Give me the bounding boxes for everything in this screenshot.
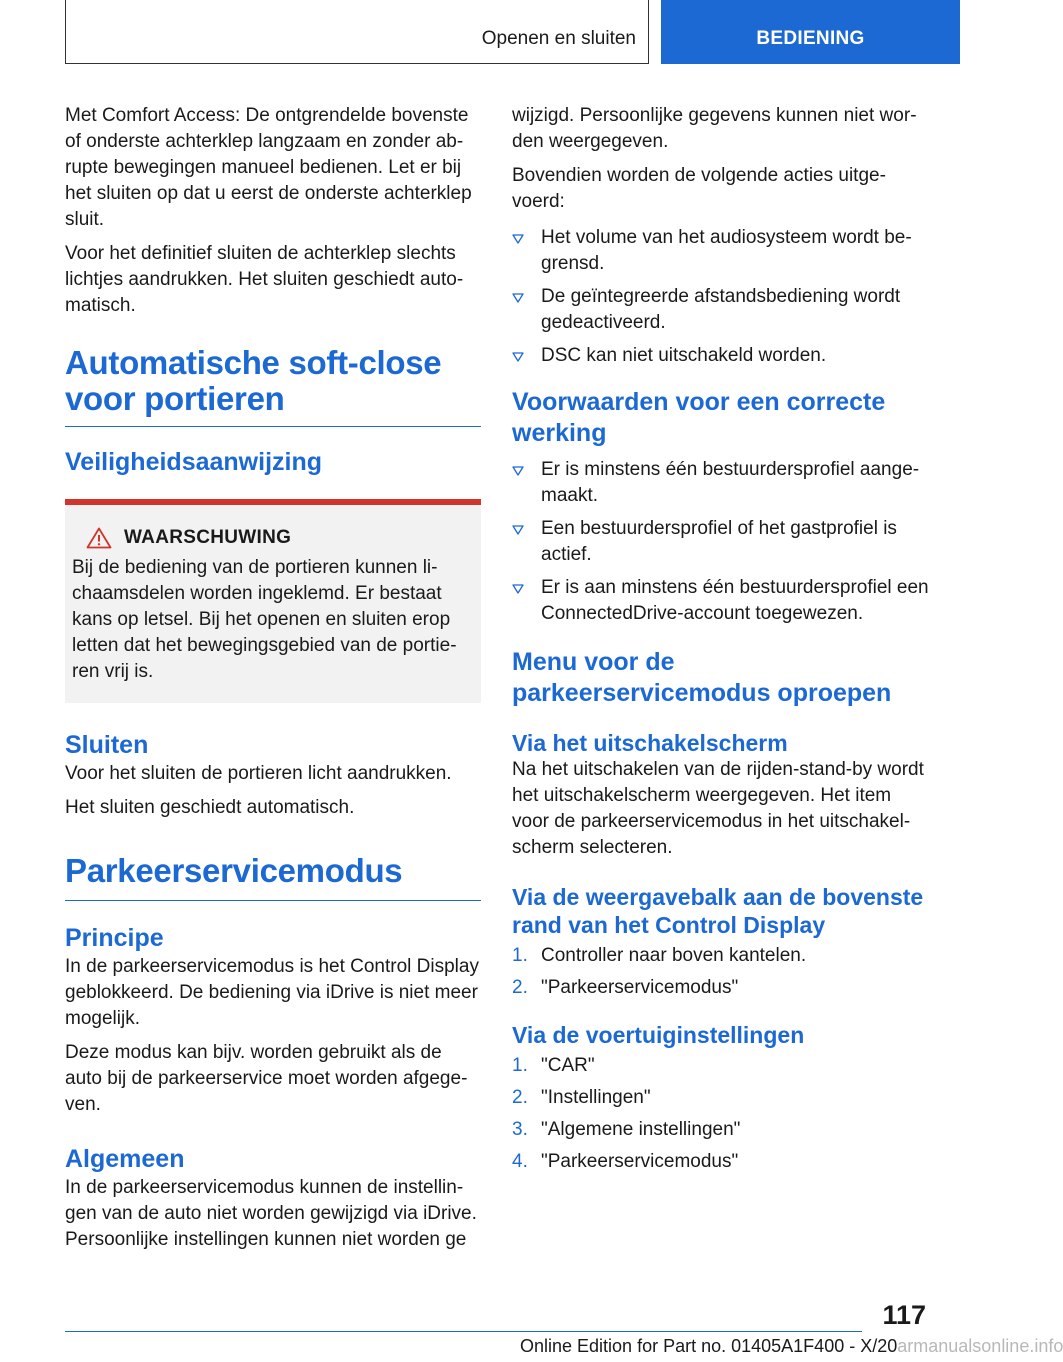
parking-mode-heading: Parkeerservicemodus — [65, 852, 403, 889]
step-text: "CAR" — [541, 1055, 595, 1076]
via-vehicle-heading: Via de voertuiginstellingen — [512, 1022, 805, 1048]
bullet-triangle-icon — [512, 343, 541, 369]
list-item — [512, 1117, 930, 1143]
step-number: 3. — [512, 1119, 528, 1140]
step-number: 2. — [512, 977, 528, 998]
close-paragraph-2: Het sluiten geschiedt automatisch. — [65, 797, 355, 818]
left-column — [65, 103, 481, 1253]
principle-paragraph-1: In de parkeerservicemodus is het Control Display geblokkeerd. De bediening via iDrive is niet meer mogelijk. — [65, 956, 479, 1029]
conditions-list — [512, 457, 930, 627]
safety-heading: Veiligheidsaanwijzing — [65, 448, 323, 476]
list-item — [512, 284, 930, 336]
watermark-text: armanualsonline.info — [897, 1336, 1063, 1356]
step-text: "Parkeerservicemodus" — [541, 1151, 739, 1172]
close-paragraph-1: Voor het sluiten de portieren licht aandrukken. — [65, 763, 452, 784]
bullet-triangle-icon — [512, 575, 541, 627]
bullet-triangle-icon — [512, 457, 541, 509]
parking-mode-heading-rule — [65, 900, 481, 901]
actions-list — [512, 225, 930, 369]
list-item — [512, 516, 930, 568]
actions-intro-paragraph: Bovendien worden de volgende acties uitgevoerd: — [512, 165, 886, 212]
conditions-heading: Voorwaarden voor een correcte werking — [512, 388, 886, 447]
page-number: 117 — [882, 1300, 926, 1330]
step-number: 1. — [512, 945, 528, 966]
warning-text: Bij de bediening van de portieren kunnen lichaamsdelen worden ingeklemd. Er bestaat kans op letsel. Bij het openen en sluiten erop letten dat het bewegingsgebied van de portieren vrij is. — [72, 557, 457, 682]
menu-heading: Menu voor de parkeerservicemodus oproepen — [512, 648, 892, 707]
edition-text: Online Edition for Part no. 01405A1F400 - X/20 — [520, 1336, 898, 1356]
general-heading: Algemeen — [65, 1145, 185, 1173]
list-item — [512, 343, 930, 369]
bullet-triangle-icon — [512, 516, 541, 568]
softclose-heading-rule — [65, 426, 481, 427]
list-item — [512, 1149, 930, 1175]
via-vehicle-steps — [512, 1053, 930, 1175]
principle-paragraph-2: Deze modus kan bijv. worden gebruikt als de auto bij de parkeerservice moet worden afgegeven. — [65, 1042, 468, 1115]
general-paragraph: In de parkeerservicemodus kunnen de instellingen van de auto niet worden gewijzigd via iDrive. Persoonlijke instellingen kunnen niet worden ge — [65, 1177, 477, 1250]
list-item — [512, 975, 930, 1001]
step-text: "Algemene instellingen" — [541, 1119, 741, 1140]
header-section-box — [65, 0, 649, 64]
list-item-text: Een bestuurdersprofiel of het gastprofiel is actief. — [541, 518, 897, 565]
step-number: 4. — [512, 1151, 528, 1172]
principle-heading: Principe — [65, 924, 164, 952]
via-bar-heading: Via de weergavebalk aan de bovenste rand van het Control Display — [512, 884, 924, 938]
warning-label: WAARSCHUWING — [124, 527, 292, 548]
bullet-triangle-icon — [512, 284, 541, 336]
step-text: "Instellingen" — [541, 1087, 651, 1108]
step-text: Controller naar boven kantelen. — [541, 945, 807, 966]
header-section-title: Openen en sluiten — [481, 28, 636, 49]
list-item — [512, 575, 930, 627]
list-item-text: Er is minstens één bestuurdersprofiel aangemaakt. — [541, 459, 920, 506]
header-chapter-tab — [661, 0, 960, 64]
list-item — [512, 1053, 930, 1079]
bullet-triangle-icon — [512, 225, 541, 277]
via-screen-heading: Via het uitschakelscherm — [512, 730, 788, 756]
via-screen-paragraph: Na het uitschakelen van de rijden-stand-by wordt het uitschakelscherm weergegeven. Het item voor de parkeerservicemodus in het uitschakelscherm selecteren. — [512, 759, 924, 858]
softclose-heading: Automatische soft-close voor portieren — [65, 344, 442, 417]
warning-triangle-icon — [86, 527, 112, 549]
via-bar-steps — [512, 943, 930, 1001]
footer-edition — [520, 1336, 1063, 1357]
step-text: "Parkeerservicemodus" — [541, 977, 739, 998]
close-heading: Sluiten — [65, 731, 149, 759]
warning-box — [65, 499, 481, 703]
step-number: 1. — [512, 1055, 528, 1076]
step-number: 2. — [512, 1087, 528, 1108]
list-item-text: Er is aan minstens één bestuurdersprofiel een ConnectedDrive-account toegewezen. — [541, 577, 929, 624]
list-item — [512, 1085, 930, 1111]
list-item-text: Het volume van het audiosysteem wordt begrensd. — [541, 227, 912, 274]
general-paragraph-continued: wijzigd. Persoonlijke gegevens kunnen niet worden weergegeven. — [512, 105, 917, 152]
tailgate-close-paragraph: Voor het definitief sluiten de achterklep slechts lichtjes aandrukken. Het sluiten geschiedt automatisch. — [65, 243, 464, 316]
list-item-text: De geïntegreerde afstandsbediening wordt gedeactiveerd. — [541, 286, 901, 333]
warning-title — [72, 527, 469, 549]
right-column — [512, 103, 930, 1181]
list-item-text: DSC kan niet uitschakeld worden. — [541, 345, 827, 366]
list-item — [512, 943, 930, 969]
footer-rule — [65, 1331, 862, 1332]
list-item — [512, 457, 930, 509]
comfort-access-paragraph: Met Comfort Access: De ontgrendelde bovenste of onderste achterklep langzaam en zonder abrupte bewegingen manueel bedienen. Let er bij het sluiten op dat u eerst de onderste achterklep sluit. — [65, 105, 472, 230]
header-chapter-title: BEDIENING — [756, 28, 865, 49]
list-item — [512, 225, 930, 277]
